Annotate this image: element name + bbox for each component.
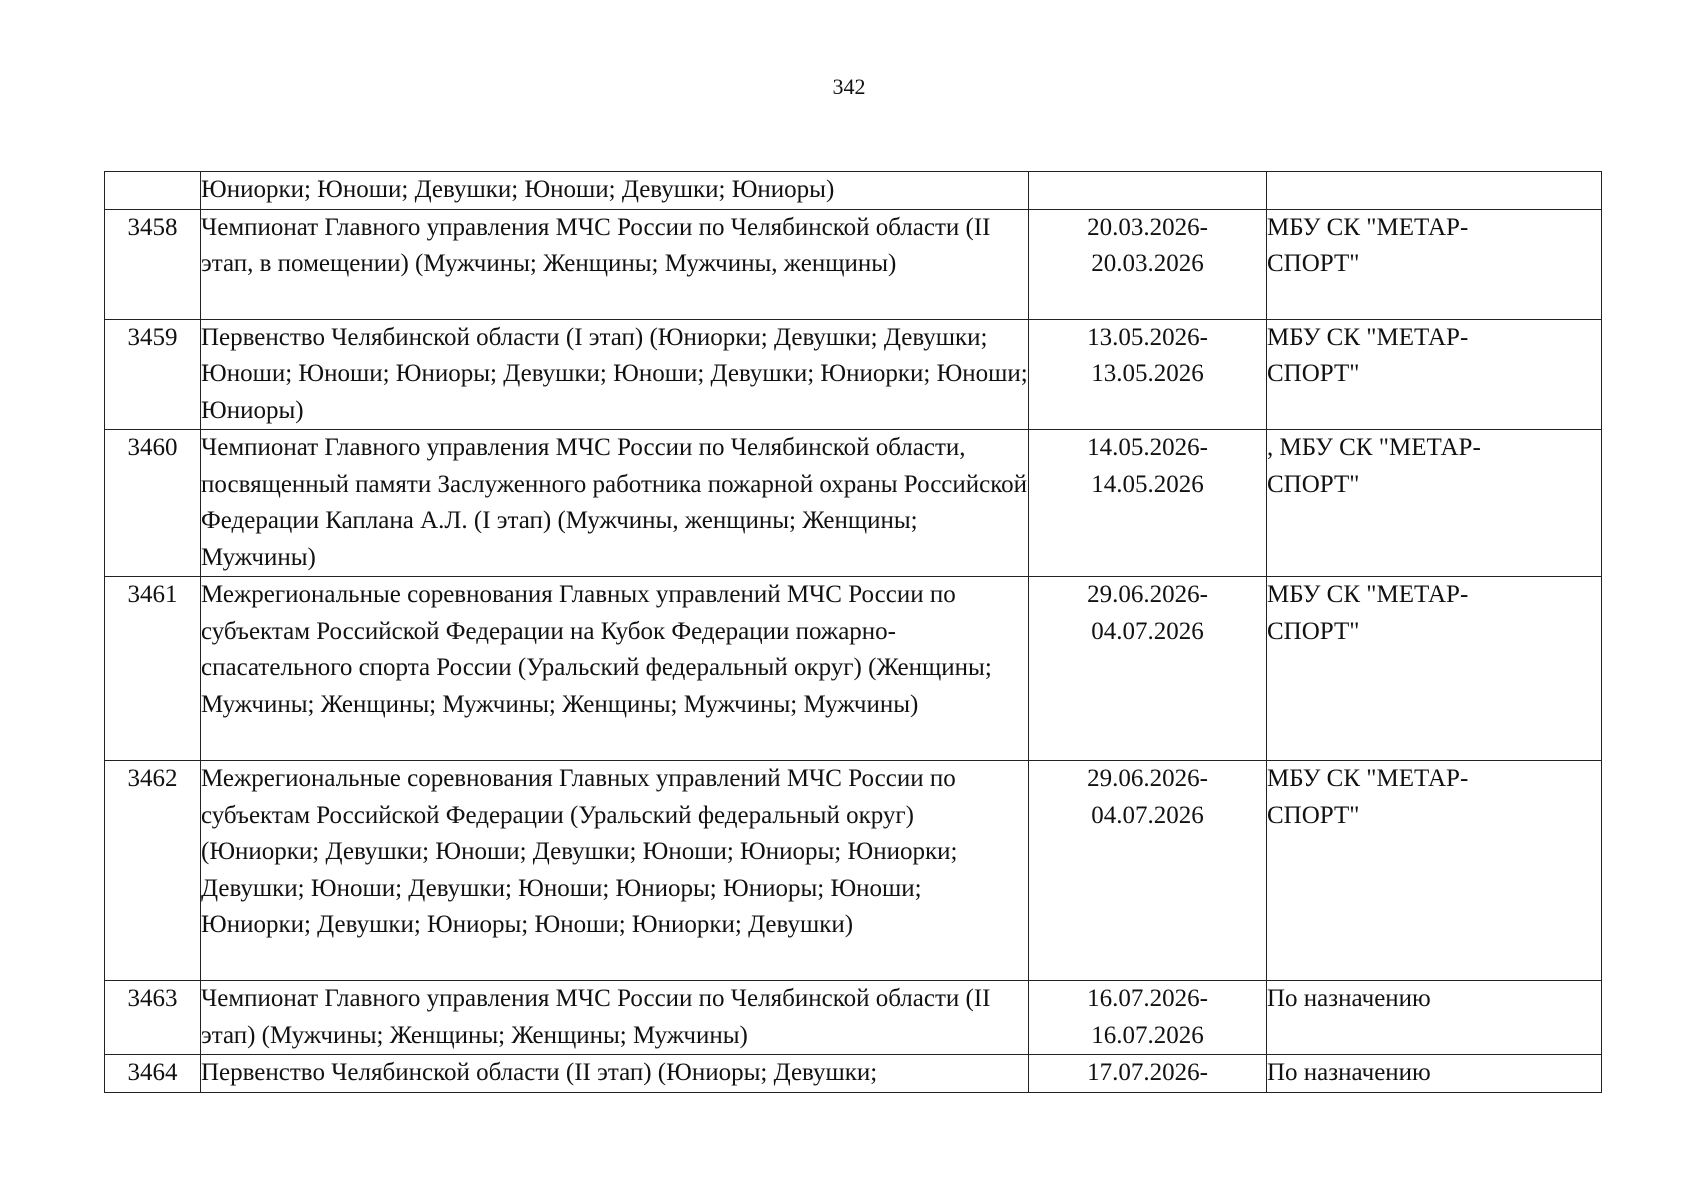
- event-name: Чемпионат Главного управления МЧС России по Челябинской области (II этап, в помещении) (Мужчины; Женщины; Мужчины, женщины): [201, 209, 1029, 319]
- event-number: 3461: [105, 577, 201, 761]
- event-name: Межрегиональные соревнования Главных управлений МЧС России по субъектам Российской Федерации на Кубок Федерации пожарно-спасательного спорта России (Уральский федеральный округ) (Женщины; Мужчины; Женщины; Мужчины; Женщины; Мужчины; Мужчины): [201, 577, 1029, 761]
- event-number: 3463: [105, 981, 201, 1055]
- date-end: 04.07.2026: [1091, 801, 1204, 829]
- event-dates: [1029, 1055, 1267, 1093]
- event-name: Чемпионат Главного управления МЧС России по Челябинской области (II этап) (Мужчины; Женщины; Женщины; Мужчины): [201, 981, 1029, 1055]
- organizer-line: СПОРТ": [1267, 801, 1360, 829]
- table-row: [105, 577, 1602, 761]
- page-number: 342: [832, 74, 866, 99]
- date-end: 14.05.2026: [1091, 470, 1204, 498]
- event-dates: [1029, 761, 1267, 981]
- organizer-line: СПОРТ": [1267, 470, 1360, 498]
- organizer-line: МБУ СК "МЕТАР-: [1267, 213, 1469, 241]
- date-start: 29.06.2026-: [1087, 581, 1208, 608]
- event-name: Межрегиональные соревнования Главных управлений МЧС России по субъектам Российской Федерации (Уральский федеральный округ) (Юниорки; Девушки; Юноши; Девушки; Юноши; Юниоры; Юниорки; Девушки; Юноши; Девушки; Юноши; Юниоры; Юниоры; Юноши; Юниорки; Девушки; Юниоры; Юноши; Юниорки; Девушки): [201, 761, 1029, 981]
- event-dates: [1029, 172, 1267, 210]
- table-row: [105, 981, 1602, 1055]
- date-end: 20.03.2026: [1091, 250, 1204, 277]
- event-number: 3462: [105, 761, 201, 981]
- event-name: Юниорки; Юноши; Девушки; Юноши; Девушки; Юниоры): [201, 172, 1029, 210]
- event-number: 3460: [105, 430, 201, 577]
- date-start: 14.05.2026-: [1087, 434, 1208, 461]
- organizer-line: МБУ СК "МЕТАР-: [1267, 323, 1469, 351]
- date-end: 04.07.2026: [1091, 617, 1204, 645]
- organizer-line: , МБУ СК "МЕТАР-: [1267, 434, 1481, 461]
- event-organizer: [1267, 981, 1602, 1055]
- organizer-line: МБУ СК "МЕТАР-: [1267, 581, 1469, 608]
- event-dates: [1029, 209, 1267, 319]
- date-start: 17.07.2026-: [1087, 1059, 1208, 1086]
- event-organizer: [1267, 319, 1602, 430]
- event-name: Первенство Челябинской области (II этап) (Юниоры; Девушки;: [201, 1055, 1029, 1093]
- table-row: [105, 172, 1602, 210]
- date-start: 13.05.2026-: [1087, 323, 1208, 351]
- event-dates: [1029, 981, 1267, 1055]
- organizer-line: По назначению: [1267, 1059, 1431, 1086]
- organizer-line: МБУ СК "МЕТАР-: [1267, 765, 1469, 792]
- date-start: 29.06.2026-: [1087, 765, 1208, 792]
- event-organizer: [1267, 577, 1602, 761]
- table-row: [105, 1055, 1602, 1093]
- event-name: Первенство Челябинской области (I этап) (Юниорки; Девушки; Девушки; Юноши; Юноши; Юниоры; Девушки; Юноши; Девушки; Юниорки; Юноши; Юниоры): [201, 319, 1029, 430]
- organizer-line: По назначению: [1267, 985, 1431, 1012]
- table-row: [105, 319, 1602, 430]
- date-start: 16.07.2026-: [1087, 985, 1208, 1012]
- event-number: 3464: [105, 1055, 201, 1093]
- date-start: 20.03.2026-: [1087, 213, 1208, 241]
- date-end: 13.05.2026: [1091, 360, 1204, 387]
- organizer-line: СПОРТ": [1267, 360, 1360, 387]
- date-end: 16.07.2026: [1091, 1021, 1204, 1049]
- event-dates: [1029, 430, 1267, 577]
- event-organizer: [1267, 172, 1602, 210]
- event-organizer: [1267, 209, 1602, 319]
- event-number: [105, 172, 201, 210]
- event-dates: [1029, 577, 1267, 761]
- table-row: [105, 430, 1602, 577]
- event-name: Чемпионат Главного управления МЧС России по Челябинской области, посвященный памяти Заслуженного работника пожарной охраны Российской Федерации Каплана А.Л. (I этап) (Мужчины, женщины; Женщины; Мужчины): [201, 430, 1029, 577]
- event-organizer: [1267, 430, 1602, 577]
- organizer-line: СПОРТ": [1267, 617, 1360, 645]
- event-number: 3459: [105, 319, 201, 430]
- table-row: [105, 761, 1602, 981]
- table-row: [105, 209, 1602, 319]
- events-table: [104, 171, 1602, 1093]
- event-number: 3458: [105, 209, 201, 319]
- event-dates: [1029, 319, 1267, 430]
- event-organizer: [1267, 761, 1602, 981]
- organizer-line: СПОРТ": [1267, 250, 1360, 277]
- event-organizer: [1267, 1055, 1602, 1093]
